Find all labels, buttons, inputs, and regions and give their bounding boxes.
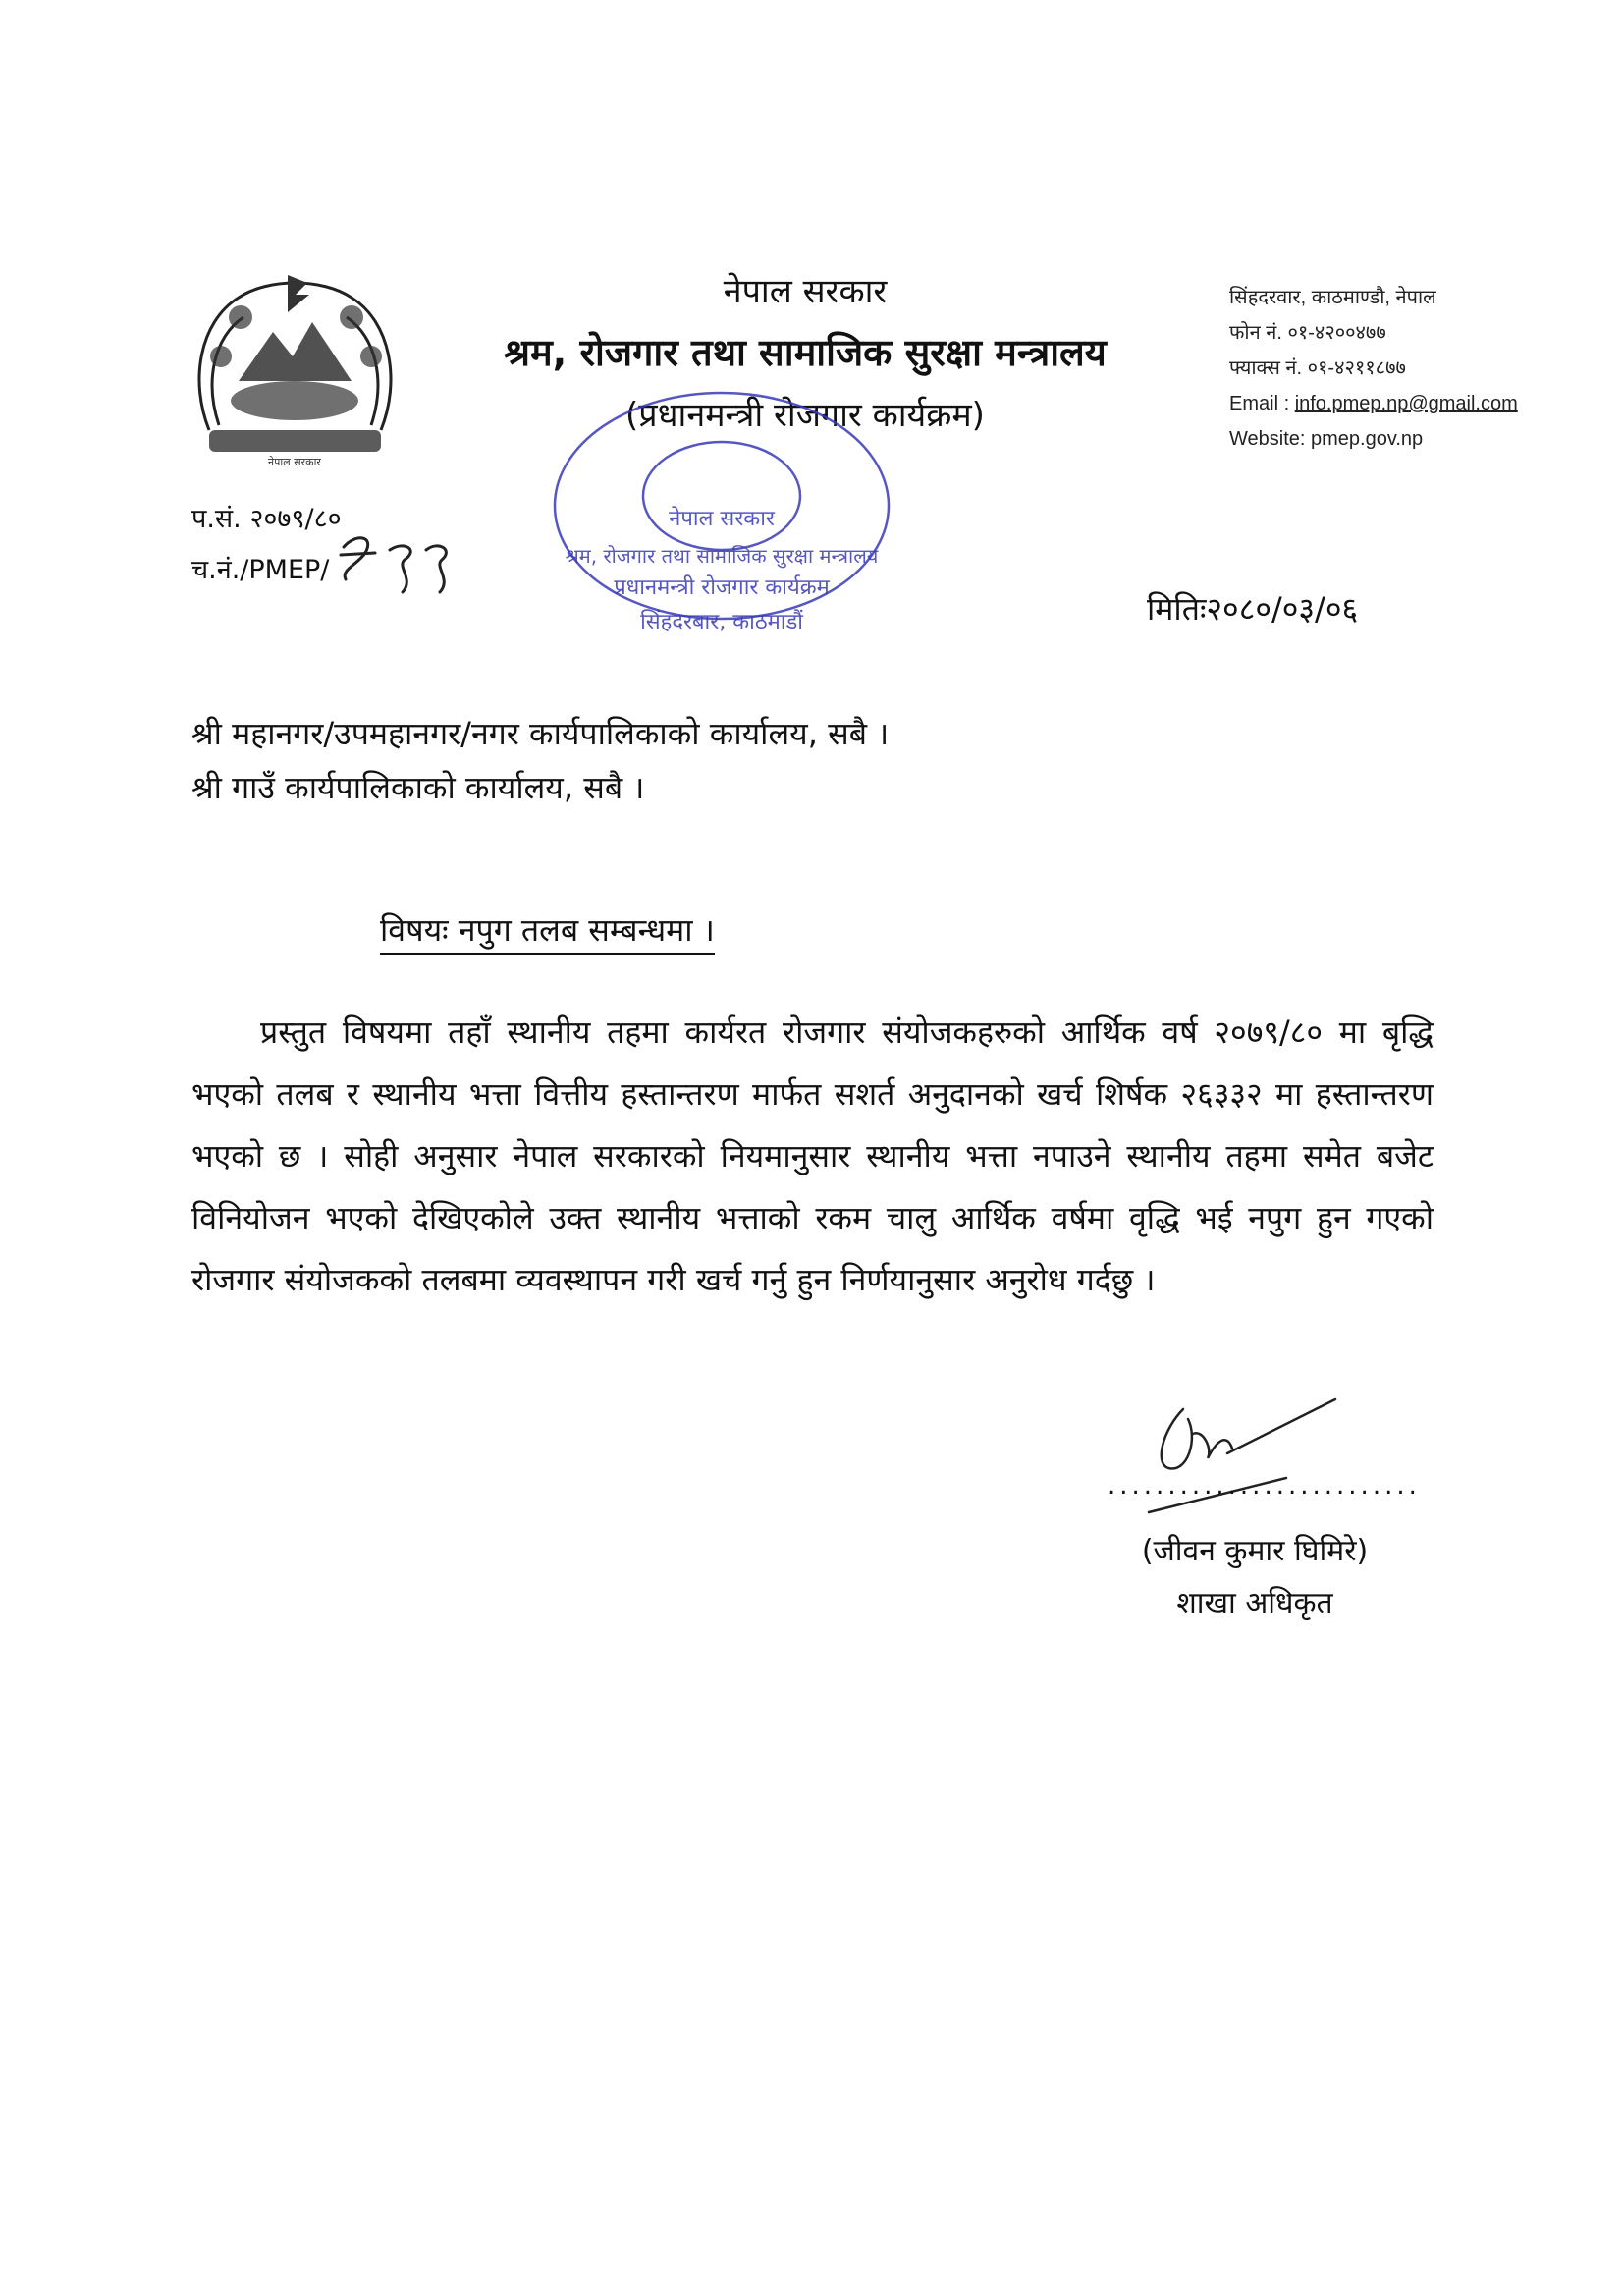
stamp-line2: श्रम, रोजगार तथा सामाजिक सुरक्षा मन्त्रालय [565, 544, 879, 568]
contact-phone: फोन नं. ०१-४२००४७७ [1229, 322, 1386, 344]
contact-fax: फ्याक्स नं. ०१-४२११८७७ [1229, 357, 1406, 379]
contact-address: सिंहदरवार, काठमाण्डौ, नेपाल [1229, 287, 1436, 308]
contact-website[interactable]: Website: pmep.gov.np [1229, 428, 1424, 450]
letter-date: मितिः२०८०/०३/०६ [1147, 590, 1359, 628]
program-title: (प्रधानमन्त्री रोजगार कार्यक्रम) [625, 396, 985, 435]
signature-icon [1109, 1390, 1355, 1527]
signatory-name: (जीवन कुमार घिमिरे) [1141, 1534, 1369, 1568]
official-stamp-icon [535, 388, 908, 653]
stamp-line3: प्रधानमन्त्री रोजगार कार्यक्रम [614, 575, 830, 600]
emblem-caption: नेपाल सरकार [268, 456, 321, 468]
signatory-title: शाखा अधिकृत [1176, 1586, 1333, 1620]
letter-body: प्रस्तुत विषयमा तहाँ स्थानीय तहमा कार्यरत रोजगार संयोजकहरुको आर्थिक वर्ष २०७९/८० मा बृद्धि भएको तलब र स्थानीय भत्ता वित्तीय हस्तान्तरण मार्फत सशर्त अनुदानको खर्च शिर्षक २६३३२ मा हस्तान्तरण भएको छ । सोही अनुसार नेपाल सरकारको नियमानुसार स्थानीय भत्ता नपाउने स्थानीय तहमा समेत बजेट विनियोजन भएको देखिएकोले उक्त स्थानीय भत्ताको रकम चालु आर्थिक वर्षमा वृद्धि भई नपुग हुन गएको रोजगार संयोजकको तलबमा व्यवस्थापन गरी खर्च गर्नु हुन निर्णयानुसार अनुरोध गर्दछु । [191, 1013, 1434, 1298]
addressee-2: श्री गाउँ कार्यपालिकाको कार्यालय, सबै । [191, 769, 645, 806]
patra-sankhya: प.सं. २०७९/८० [191, 504, 342, 534]
email-link[interactable]: info.pmep.np@gmail.com [1294, 393, 1518, 414]
stamp-line4: सिंहदरबार, काठमाडौं [640, 610, 803, 634]
chalani-label: च.नं./PMEP/ [191, 555, 330, 585]
email-label: Email : [1229, 393, 1295, 414]
stamp-line1: नेपाल सरकार [669, 507, 775, 531]
signature-line: .......................... [1108, 1471, 1421, 1501]
contact-email-row [1229, 386, 1602, 421]
chalani-number-handwritten [336, 525, 463, 594]
government-title: नेपाल सरकार [723, 272, 888, 311]
subject-line: विषयः नपुग तलब सम्बन्धमा । [380, 908, 715, 955]
ministry-title: श्रम, रोजगार तथा सामाजिक सुरक्षा मन्त्रालय [504, 331, 1107, 374]
contact-block [1229, 280, 1602, 457]
addressee-1: श्री महानगर/उपमहानगर/नगर कार्यपालिकाको कार्यालय, सबै । [191, 715, 890, 752]
nepal-emblem-icon [180, 263, 410, 474]
